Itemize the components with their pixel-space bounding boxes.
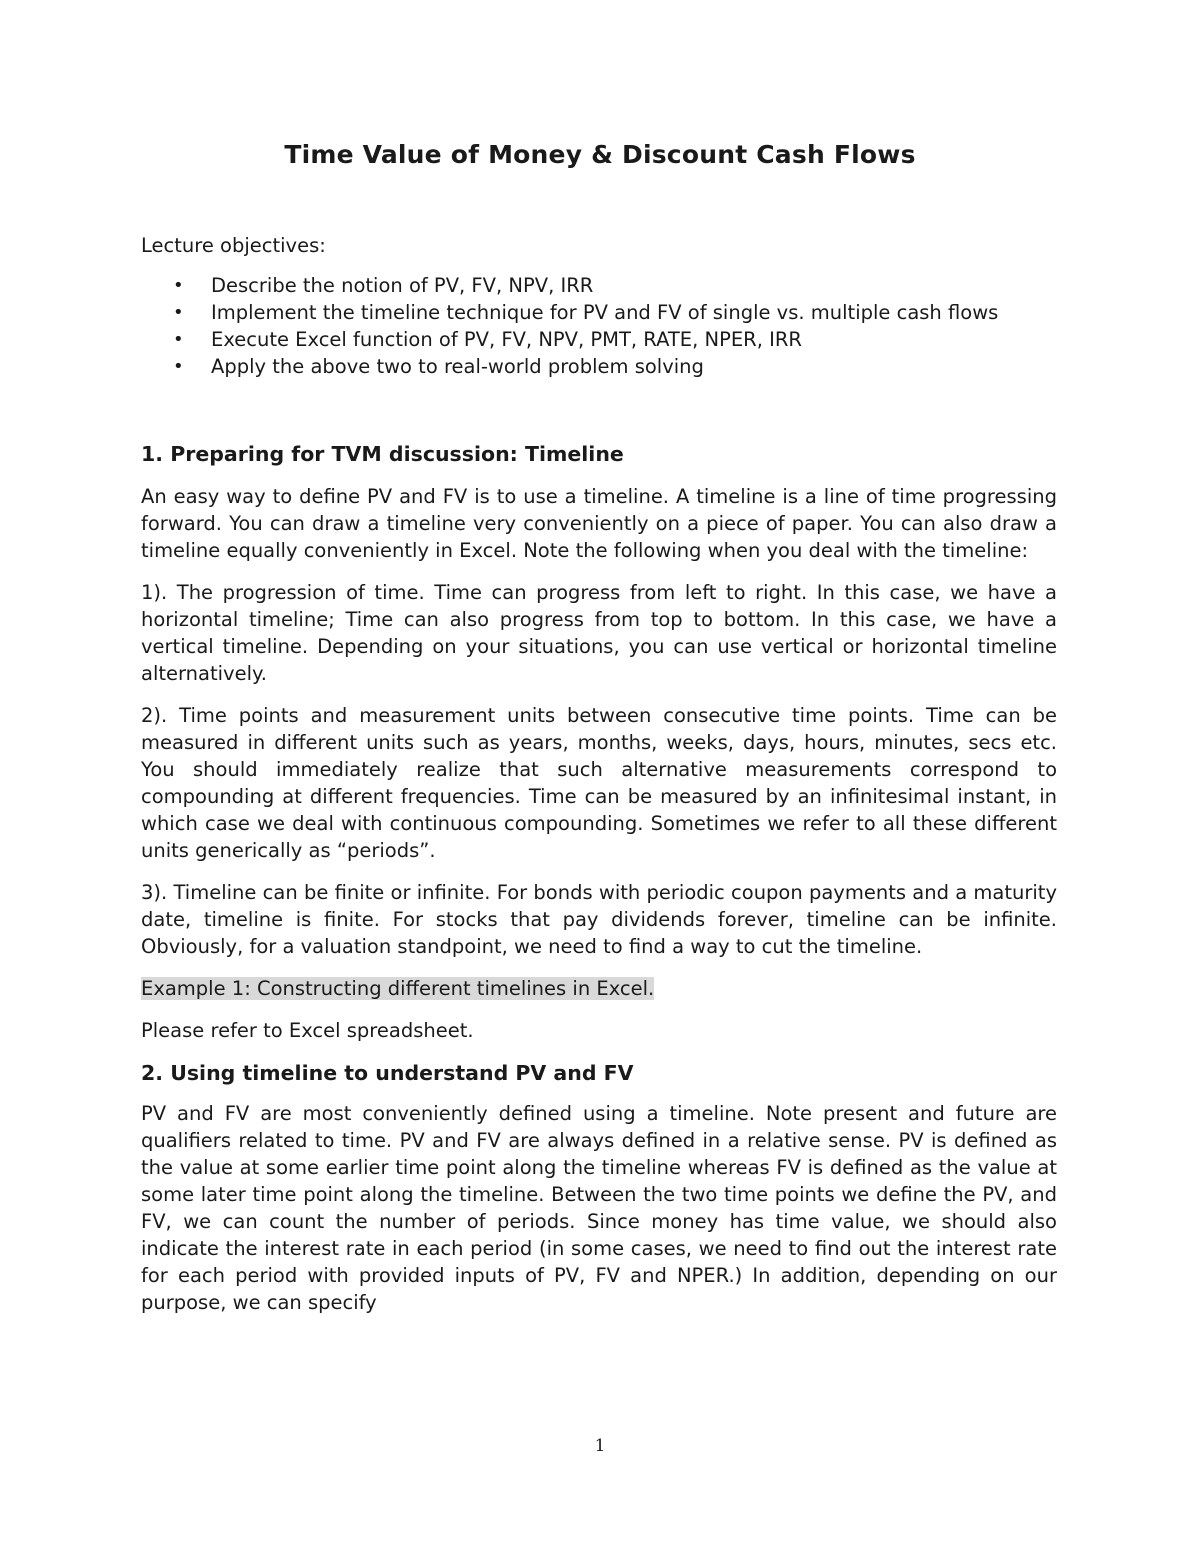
example-1-note: Please refer to Excel spreadsheet. bbox=[141, 1019, 474, 1042]
bullet-icon: • bbox=[173, 302, 184, 323]
section-2-heading: 2. Using timeline to understand PV and FV bbox=[141, 1061, 634, 1085]
objectives-list bbox=[141, 272, 1057, 380]
section-1-intro: An easy way to define PV and FV is to use a timeline. A timeline is a line of time progressing forward. You can draw a timeline very conveniently on a piece of paper. You can also draw a timeline equally conveniently in Excel. Note the following when you deal with the timeline: bbox=[141, 485, 1057, 562]
objective-text: Describe the notion of PV, FV, NPV, IRR bbox=[211, 274, 594, 297]
objective-item bbox=[173, 326, 1057, 353]
bullet-icon: • bbox=[173, 275, 184, 296]
section-1-point-3: 3). Timeline can be finite or infinite. For bonds with periodic coupon payments and a maturity date, timeline is finite. For stocks that pay dividends forever, timeline can be infinite. Obviously, for a valuation standpoint, we need to find a way to cut the timeline. bbox=[141, 881, 1057, 958]
objective-text: Implement the timeline technique for PV and FV of single vs. multiple cash flows bbox=[211, 301, 999, 324]
document-title: Time Value of Money & Discount Cash Flows bbox=[284, 140, 916, 169]
objectives-label: Lecture objectives: bbox=[141, 234, 326, 257]
section-2-paragraph: PV and FV are most conveniently defined using a timeline. Note present and future are qualifiers related to time. PV and FV are always defined in a relative sense. PV is defined as the value at some earlier time point along the timeline whereas FV is defined as the value at some later time point along the timeline. Between the two time points we define the PV, and FV, we can count the number of periods. Since money has time value, we should also indicate the interest rate in each period (in some cases, we need to find out the interest rate for each period with provided inputs of PV, FV and NPER.) In addition, depending on our purpose, we can specify bbox=[141, 1102, 1057, 1314]
document-body bbox=[141, 232, 1057, 1331]
page-number: 1 bbox=[594, 1436, 606, 1456]
bullet-icon: • bbox=[173, 356, 184, 377]
objective-item bbox=[173, 272, 1057, 299]
objective-text: Execute Excel function of PV, FV, NPV, PMT, RATE, NPER, IRR bbox=[211, 328, 802, 351]
bullet-icon: • bbox=[173, 329, 184, 350]
objective-text: Apply the above two to real-world problem solving bbox=[211, 355, 704, 378]
section-1-point-1: 1). The progression of time. Time can progress from left to right. In this case, we have a horizontal timeline; Time can also progress from top to bottom. In this case, we have a vertical timeline. Depending on your situations, you can use vertical or horizontal timeline alternatively. bbox=[141, 581, 1057, 685]
objective-item bbox=[173, 299, 1057, 326]
section-1-point-2: 2). Time points and measurement units between consecutive time points. Time can be measured in different units such as years, months, weeks, days, hours, minutes, secs etc. You should immediately realize that such alternative measurements correspond to compounding at different frequencies. Time can be measured by an infinitesimal instant, in which case we deal with continuous compounding. Sometimes we refer to all these different units generically as “periods”. bbox=[141, 704, 1057, 862]
section-1-heading: 1. Preparing for TVM discussion: Timeline bbox=[141, 442, 624, 466]
example-1-line bbox=[141, 975, 1057, 1002]
objective-item bbox=[173, 353, 1057, 380]
example-1-highlight: Example 1: Constructing different timelines in Excel. bbox=[141, 977, 655, 1000]
